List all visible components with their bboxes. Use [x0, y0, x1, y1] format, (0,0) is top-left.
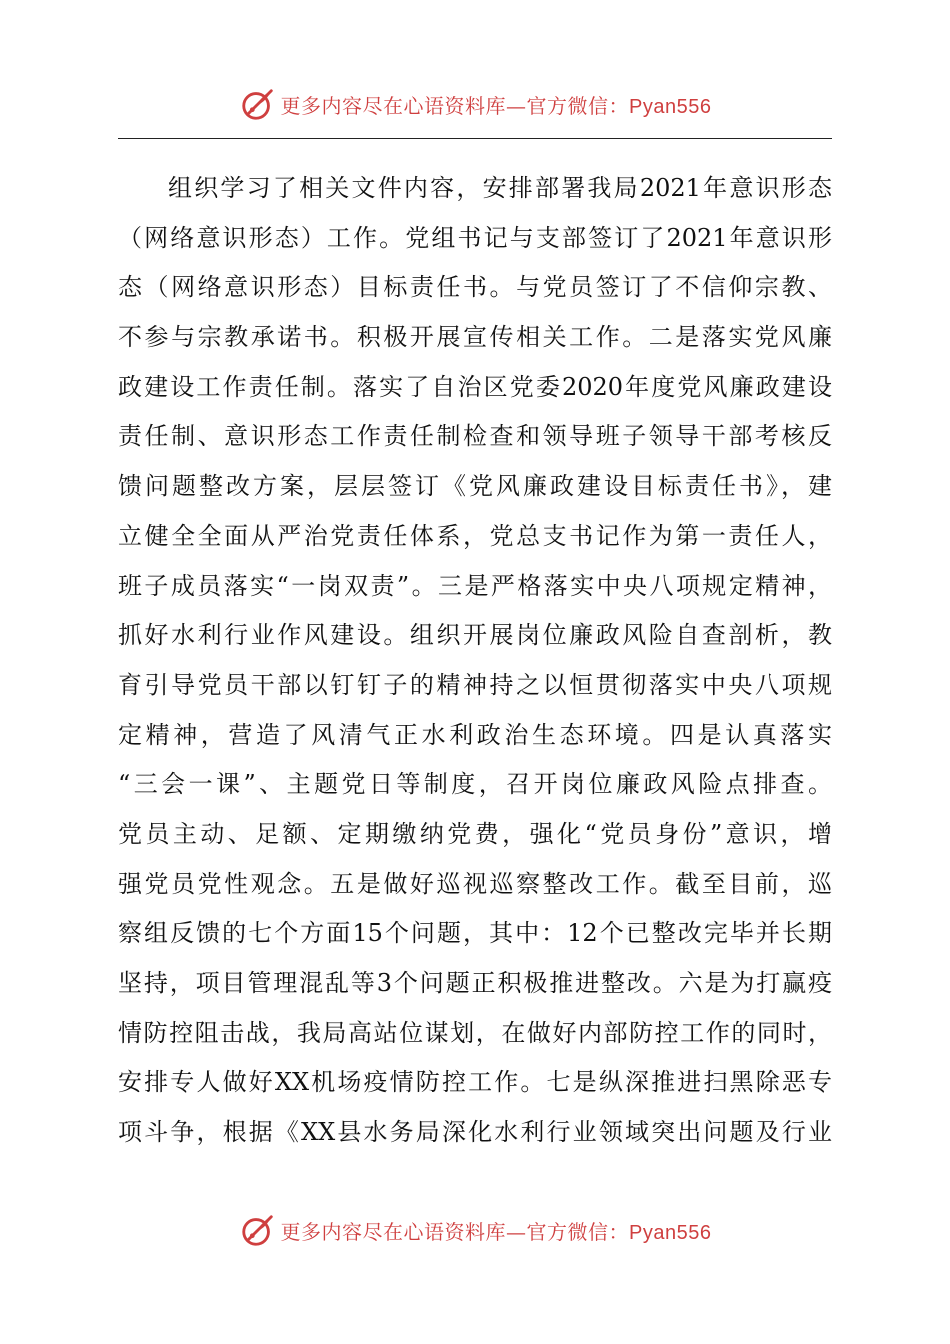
body-line: 班子成员落实“一岗双责”。三是严格落实中央八项规定精神， [118, 571, 832, 600]
header-watermark [0, 82, 950, 126]
body-line: 政建设工作责任制。落实了自治区党委2020年度党风廉政建设 [118, 372, 832, 401]
body-line: 强党员党性观念。五是做好巡视巡察整改工作。截至目前，巡 [118, 869, 832, 898]
body-line: （网络意识形态）工作。党组书记与支部签订了2021年意识形 [118, 223, 832, 252]
body-line: 不参与宗教承诺书。积极开展宣传相关工作。二是落实党风廉 [118, 323, 832, 352]
body-line: 责任制、意识形态工作责任制检查和领导班子领导干部考核反 [118, 422, 832, 451]
body-line: 安排专人做好XX机场疫情防控工作。七是纵深推进扫黑除恶专 [118, 1068, 832, 1097]
body-line: “三会一课”、主题党日等制度，召开岗位廉政风险点排查。 [118, 770, 832, 799]
wechat-id: Pyan556 [629, 95, 712, 118]
body-line: 组织学习了相关文件内容，安排部署我局2021年意识形态 [168, 174, 832, 202]
body-line: 抓好水利行业作风建设。组织开展岗位廉政风险自查剖析，教 [118, 621, 832, 650]
body-line: 党员主动、足额、定期缴纳党费，强化“党员身份”意识，增 [118, 819, 832, 848]
footer-watermark [0, 1208, 950, 1252]
body-line: 态（网络意识形态）目标责任书。与党员签订了不信仰宗教、 [118, 273, 832, 302]
header-divider [118, 138, 832, 139]
watermark-text: 更多内容尽在心语资料库—官方微信：Pyan556 [280, 93, 712, 118]
quill-logo-icon [239, 85, 277, 123]
body-line: 坚持，项目管理混乱等3个问题正积极推进整改。六是为打赢疫 [118, 969, 832, 997]
body-line: 察组反馈的七个方面15个问题，其中：12个已整改完毕并长期 [118, 919, 832, 948]
document-body [118, 164, 832, 1164]
body-line: 立健全全面从严治党责任体系，党总支书记作为第一责任人， [118, 521, 832, 550]
body-line: 馈问题整改方案，层层签订《党风廉政建设目标责任书》，建 [118, 472, 832, 501]
body-line: 定精神，营造了风清气正水利政治生态环境。四是认真落实 [118, 720, 832, 749]
body-line: 育引导党员干部以钉钉子的精神持之以恒贯彻落实中央八项规 [118, 670, 832, 699]
body-line: 情防控阻击战，我局高站位谋划，在做好内部防控工作的同时， [118, 1018, 832, 1047]
body-line: 项斗争，根据《XX县水务局深化水利行业领域突出问题及行业 [118, 1118, 832, 1147]
wechat-id: Pyan556 [629, 1221, 712, 1244]
quill-logo-icon [239, 1211, 277, 1249]
watermark-text: 更多内容尽在心语资料库—官方微信：Pyan556 [280, 1219, 712, 1244]
